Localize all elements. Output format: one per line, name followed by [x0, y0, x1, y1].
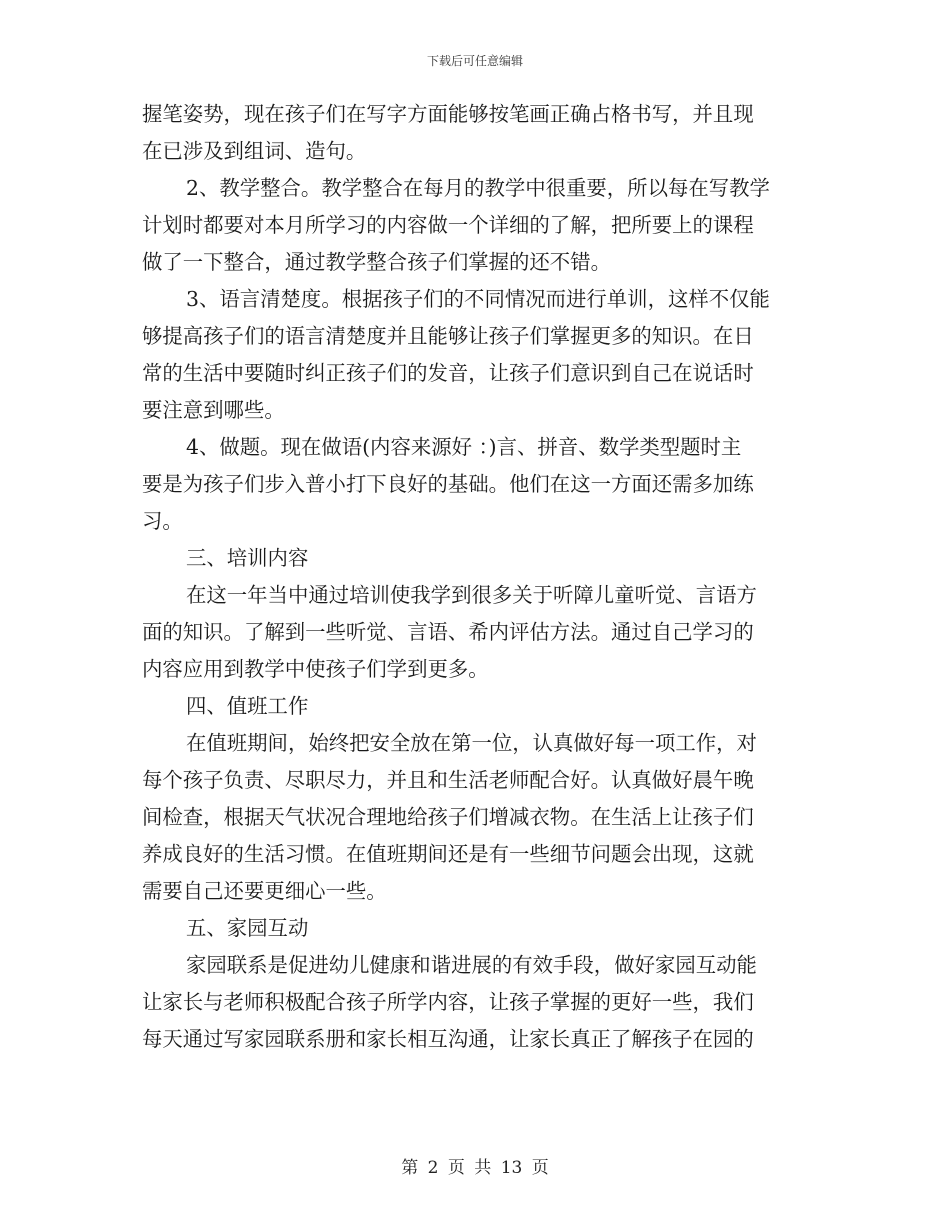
text-line: 需要自己还要更细心一些。	[142, 879, 387, 903]
text-line: 养成良好的生活习惯。在值班期间还是有一些细节问题会出现，这就	[142, 842, 754, 866]
text-line: 每个孩子负责、尽职尽力，并且和生活老师配合好。认真做好晨午晚	[142, 768, 754, 792]
text-line: 做了一下整合，通过教学整合孩子们掌握的还不错。	[142, 250, 611, 274]
text-line: 够提高孩子们的语言清楚度并且能够让孩子们掌握更多的知识。在日	[142, 324, 754, 348]
document-body	[142, 96, 812, 1058]
text-line: 面的知识。了解到一些听觉、言语、希内评估方法。通过自己学习的	[142, 620, 754, 644]
text-line: 要注意到哪些。	[142, 398, 285, 422]
text-line: 在值班期间，始终把安全放在第一位，认真做好每一项工作，对	[186, 731, 757, 755]
section-heading: 四、值班工作	[186, 694, 309, 718]
text-line: 每天通过写家园联系册和家长相互沟通，让家长真正了解孩子在园的	[142, 1027, 754, 1051]
text-line: 在这一年当中通过培训使我学到很多关于听障儿童听觉、言语方	[186, 583, 757, 607]
text-line: 计划时都要对本月所学习的内容做一个详细的了解，把所要上的课程	[142, 213, 754, 237]
text-line: 内容应用到教学中使孩子们学到更多。	[142, 657, 489, 681]
text-line: 在已涉及到组词、造句。	[142, 139, 367, 163]
text-line: 要是为孩子们步入普小打下良好的基础。他们在这一方面还需多加练	[142, 472, 754, 496]
text-line: 常的生活中要随时纠正孩子们的发音，让孩子们意识到自己在说话时	[142, 361, 754, 385]
section-heading: 五、家园互动	[186, 916, 309, 940]
page-header: 下载后可任意编辑	[426, 54, 523, 68]
text-line: 2、教学整合。教学整合在每月的教学中很重要，所以每在写教学	[186, 176, 770, 200]
text-line: 握笔姿势，现在孩子们在写字方面能够按笔画正确占格书写，并且现	[142, 102, 754, 126]
text-line: 习。	[142, 509, 183, 533]
text-line: 间检查，根据天气状况合理地给孩子们增减衣物。在生活上让孩子们	[142, 805, 754, 829]
text-line: 家园联系是促进幼儿健康和谐进展的有效手段，做好家园互动能	[186, 953, 757, 977]
page-footer: 第 2 页 共 13 页	[401, 1158, 549, 1178]
text-line: 4、做题。现在做语(内容来源好 ：)言、拼音、数学类型题时主	[186, 435, 742, 459]
section-heading: 三、培训内容	[186, 546, 309, 570]
text-line: 让家长与老师积极配合孩子所学内容，让孩子掌握的更好一些，我们	[142, 990, 754, 1014]
text-line: 3、语言清楚度。根据孩子们的不同情况而进行单训，这样不仅能	[186, 287, 770, 311]
